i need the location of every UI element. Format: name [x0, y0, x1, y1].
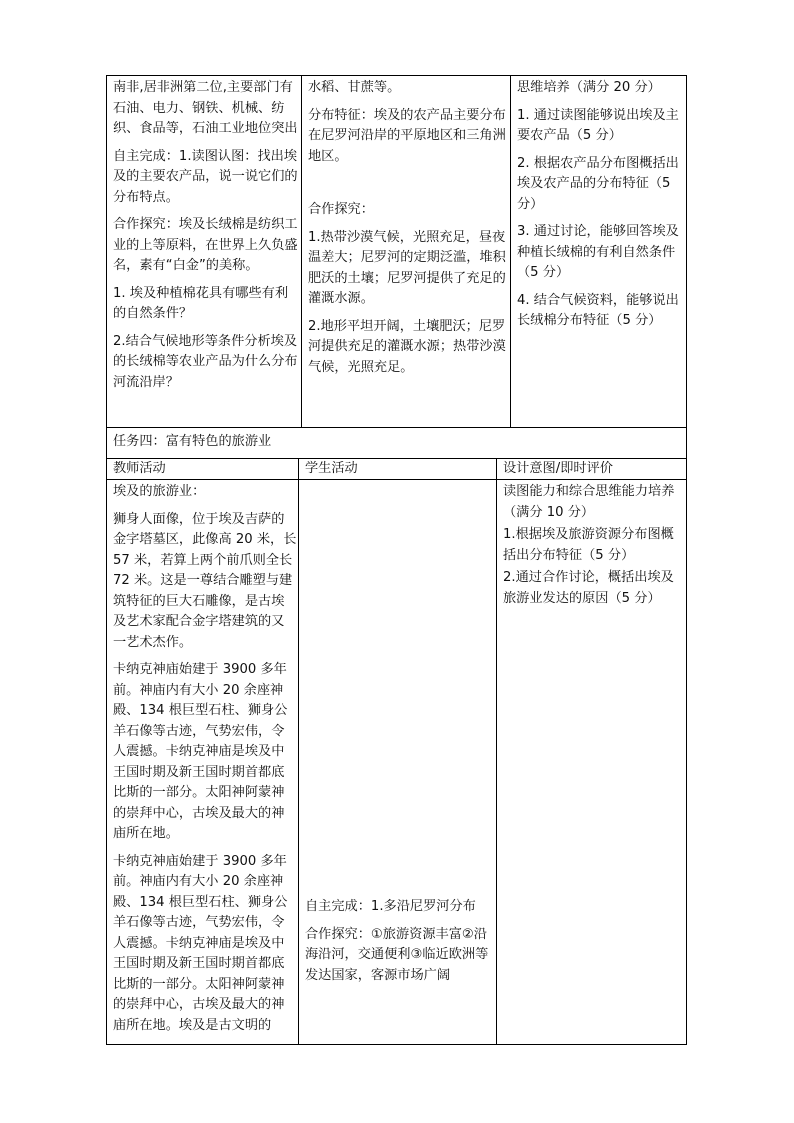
bottom-design-p3: 2.通过合作讨论，概括出埃及旅游业发达的原因（5 分） — [503, 570, 674, 606]
task-title: 任务四：富有特色的旅游业 — [113, 434, 272, 449]
top-design-p4: 3. 通过讨论，能够回答埃及种植长绒棉的有利自然条件（5 分） — [517, 224, 679, 280]
top-design-cell — [517, 78, 685, 339]
top-teacher-p1: 南非,居非洲第二位,主要部门有石油、电力、钢铁、机械、纺织、食品等，石油工业地位突出 — [113, 80, 298, 136]
top-teacher-cell — [113, 78, 299, 400]
bottom-teacher-p2: 狮身人面像，位于埃及吉萨的金字塔墓区，此像高 20 米，长 57 米，若算上两个前爪则全长 72 米。这是一尊结合雕塑与建筑特征的巨大石雕像，是古埃及艺术家配合金字塔建筑的又一艺术杰作。 — [113, 511, 297, 650]
row-divider-header-end — [106, 479, 687, 480]
top-student-p4: 1.热带沙漠气候，光照充足，昼夜温差大；尼罗河的定期泛滥，堆积肥沃的土壤；尼罗河提供了充足的灌溉水源。 — [308, 229, 506, 306]
bottom-teacher-p1: 埃及的旅游业： — [113, 484, 206, 499]
top-design-p3: 2. 根据农产品分布图概括出埃及农产品的分布特征（5 分） — [517, 155, 679, 212]
bottom-teacher-p4: 卡纳克神庙始建于 3900 多年前。神庙内有大小 20 余座神殿、134 根巨型石柱、狮身公羊石像等古迹，气势宏伟，令人震撼。卡纳克神庙是埃及中王国时期及新王国时期首都底比斯的一部分。太阳神阿蒙神的崇拜中心，古埃及最大的神庙所在地。埃及是古文明的 — [113, 853, 288, 1033]
header-teacher: 教师活动 — [113, 461, 166, 476]
col-divider-top-2 — [510, 75, 511, 427]
top-design-p5: 4. 结合气候资料，能够说出长绒棉分布特征（5 分） — [517, 292, 679, 328]
col-divider-bottom-2 — [496, 458, 497, 1044]
header-design: 设计意图/即时评价 — [503, 461, 613, 476]
col-divider-bottom-1 — [298, 458, 299, 1044]
bottom-design-p2: 1.根据埃及旅游资源分布图概括出分布特征（5 分） — [503, 527, 674, 563]
top-teacher-p4: 1. 埃及种植棉花具有哪些有利的自然条件？ — [113, 285, 289, 321]
top-design-p1: 思维培养（满分 20 分） — [517, 80, 661, 95]
bottom-design-p1: 读图能力和综合思维能力培养（满分 10 分） — [503, 484, 675, 520]
row-divider-top-end — [106, 427, 687, 428]
header-student: 学生活动 — [305, 461, 358, 476]
bottom-design-cell — [503, 482, 685, 611]
bottom-teacher-p3: 卡纳克神庙始建于 3900 多年前。神庙内有大小 20 余座神殿、134 根巨型石柱、狮身公羊石像等古迹，气势宏伟，令人震撼。卡纳克神庙是埃及中王国时期及新王国时期首都底比斯的一部分。太阳神阿蒙神的崇拜中心，古埃及最大的神庙所在地。 — [113, 662, 288, 841]
top-design-p2: 1. 通过读图能够说出埃及主要农产品（5 分） — [517, 107, 679, 143]
bottom-student-p2: 合作探究：①旅游资源丰富②沿海沿河，交通便利③临近欧洲等发达国家，客源市场广阔 — [305, 926, 489, 983]
top-student-cell — [308, 78, 507, 385]
bottom-teacher-cell — [113, 482, 297, 1043]
bottom-student-p1: 自主完成：1.多沿尼罗河分布 — [305, 899, 476, 914]
row-divider-task-end — [106, 458, 687, 459]
top-teacher-p3: 合作探究：埃及长绒棉是纺织工业的上等原料，在世界上久负盛名，素有“白金”的美称。 — [113, 217, 298, 273]
top-teacher-p5: 2.结合气候地形等条件分析埃及的长绒棉等农业产品为什么分布河流沿岸？ — [113, 333, 298, 390]
top-student-p3: 合作探究： — [308, 202, 374, 217]
top-student-p1: 水稻、甘蔗等。 — [308, 80, 401, 95]
top-teacher-p2: 自主完成：1.读图认图：找出埃及的主要农产品，说一说它们的分布特点。 — [113, 148, 298, 205]
top-student-p2: 分布特征：埃及的农产品主要分布在尼罗河沿岸的平原地区和三角洲地区。 — [308, 107, 506, 164]
bottom-student-cell — [305, 897, 493, 993]
col-divider-top-1 — [301, 75, 302, 427]
top-student-p5: 2.地形平坦开阔，土壤肥沃；尼罗河提供充足的灌溉水源；热带沙漠气候，光照充足。 — [308, 318, 506, 375]
